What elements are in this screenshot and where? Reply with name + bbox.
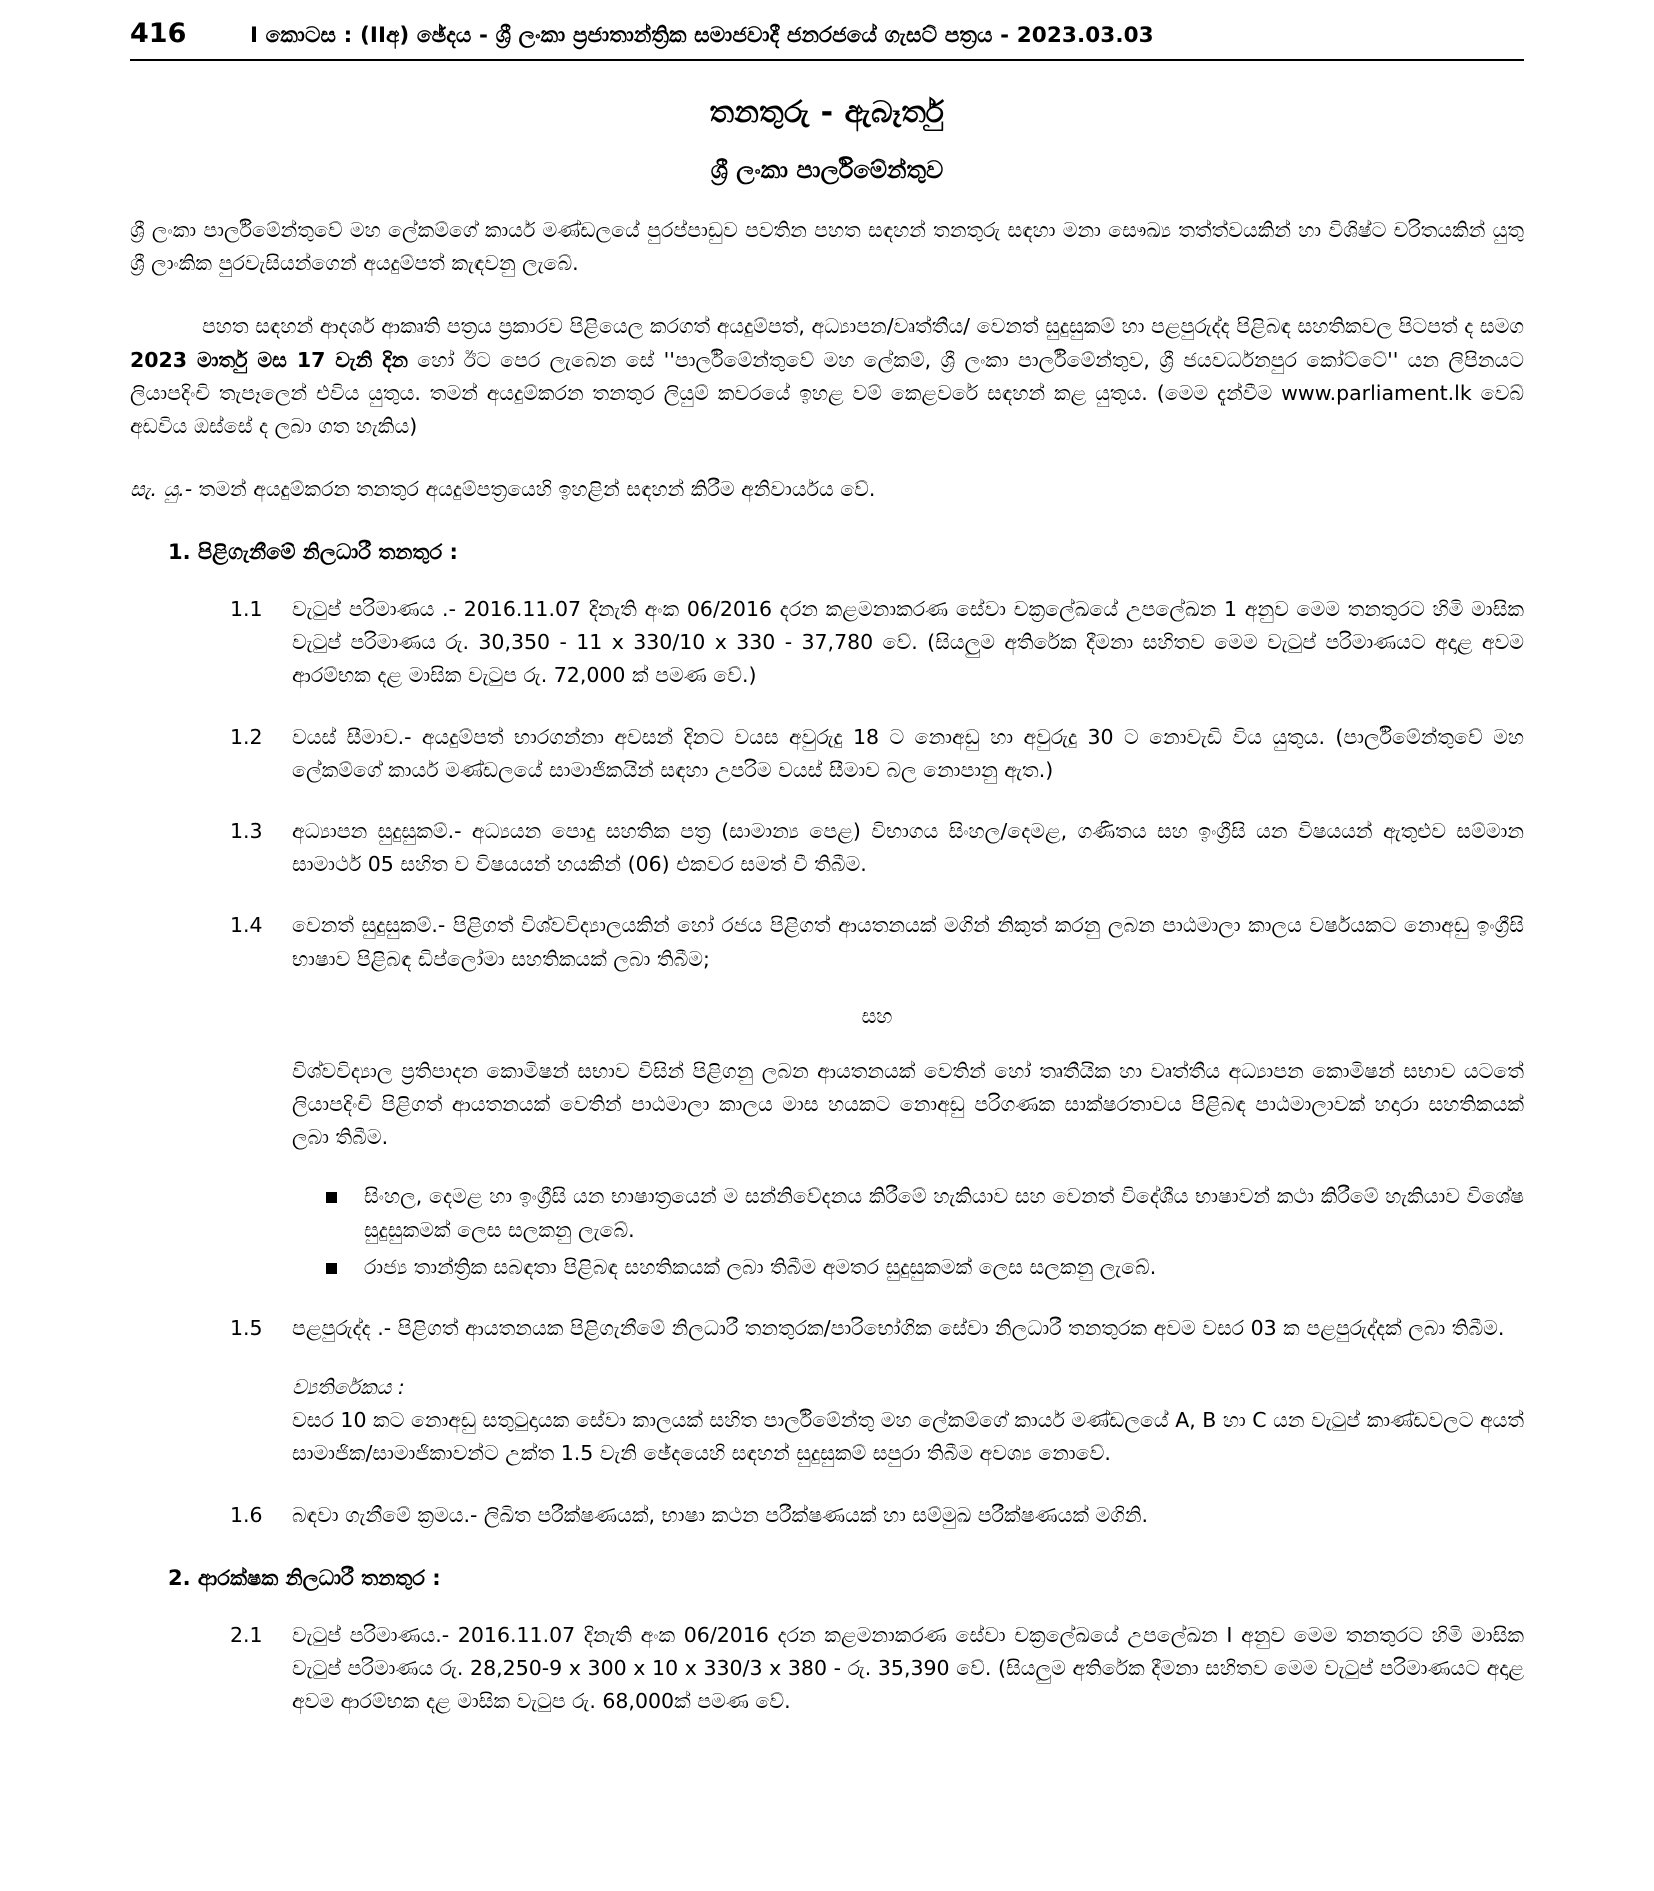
note-text: තමන් අයදුම්කරන තනතුර අයදුම්පත්‍රයෙහි ඉහළින් සඳහන් කිරීම අනිවාර්යය වේ.	[192, 477, 876, 502]
section-1	[130, 540, 1524, 1532]
page-title: තනතුරු - ඇබෑර්තු	[709, 95, 945, 130]
item-text: වෙනත් සුදුසුකම්.- පිළිගත් විශ්වවිද්‍යාලයකින් හෝ රජය පිළිගත් ආයතනයක් මගින් නිකුත් කරනු ලබන පාඨමාලා කාලය වර්ෂයකට නොඅඩු ඉංග්‍රීසි භාෂාව පිළිබඳ ඩිප්ලෝමා සහතිකයක් ලබා තිබීම;	[292, 913, 1524, 971]
item-1-5	[130, 1312, 1524, 1345]
item-number: 1.3	[230, 819, 263, 844]
qualification-bullets	[130, 1180, 1524, 1284]
page-header	[100, 18, 1554, 49]
item-text: පළපුරුද්ද .- පිළිගත් ආයතනයක පිළිගැනීමේ නිලධාරී තනතුරක/පාරිභෝගික සේවා නිලධාරී තනතුරක අවම වසර 03 ක පළපුරුද්දක් ලබා තිබීම.	[292, 1316, 1505, 1341]
item-number: 1.6	[230, 1502, 263, 1527]
section-2	[130, 1566, 1524, 1719]
intro-paragraph-2	[130, 310, 1524, 443]
exception-text: වසර 10 කට නොඅඩු සතුටුදායක සේවා කාලයක් සහිත පාර්ලිමේන්තු මහ ලේකම්ගේ කාර්ය මණ්ඩලයේ A, B හා C යන වැටුප් කාණ්ඩවලට අයත් සාමාජික/සාමාජිකාවන්ට උක්ත 1.5 වැනි ඡේදයෙහි සඳහන් සුදුසුකම් සපුරා තිබීම අවශ්‍ය නොවේ.	[292, 1408, 1524, 1466]
intro-2-part-a: පහත සඳහන් ආදර්ශ ආකෘති පත්‍රය ප්‍රකාරව පිළියෙල කරගත් අයදුම්පත්, අධ්‍යාපන/වෘත්තීය/ වෙනත් සුදුසුකම් හා පළපුරුද්ද පිළිබඳ සහතිකවල පිටපත් ද සමග	[202, 314, 1524, 339]
item-1-1	[130, 593, 1524, 693]
page-number: 416	[130, 18, 187, 49]
intro-2-part-b: හෝ ඊට පෙර ලැබෙන සේ ''පාර්ලිමේන්තුවේ මහ ලේකම්, ශ්‍රී ලංකා පාර්ලිමේන්තුව, ශ්‍රී ජයවර්ධනපුර කෝට්ටේ'' යන ලිපිනයට ලියාපදිංචි තැපෑලෙන් එවිය යුතුය. තමන් අයදුම්කරන තනතුර ලියුම් කවරයේ ඉහළ වම් කෙළවරේ සඳහන් කළ යුතුය. (මෙම දැන්වීම	[130, 347, 1524, 405]
item-text: අධ්‍යාපන සුදුසුකම්.- අධ්‍යයන පොදු සහතික පත්‍ර (සාමාන්‍ය පෙළ) විභාගය සිංහල/දෙමළ, ගණිතය සහ ඉංග්‍රීසි යන විෂයයන් ඇතුළුව සම්මාන සාමාර්ථ 05 සහිත ව විෂයයන් හයකින් (06) එකවර සමත් වී තිබීම.	[292, 819, 1524, 877]
item-1-3	[130, 815, 1524, 881]
item-text: වැටුප් පරිමාණය.- 2016.11.07 දිනැති අංක 06/2016 දරන කළමනාකරණ සේවා චක්‍රලේඛයේ උපලේඛන I අනුව මෙම තනතුරට හිමි මාසික වැටුප් පරිමාණය රු. 28,250-9 x 300 x 10 x 330/3 x 380 - රු. 35,390 වේ. (සියලුම අතිරේක දීමනා සහිතව මෙම වැටුප් පරිමාණයට අදාළ අවම ආරම්භක දළ මාසික වැටුප රු. 68,000ක් පමණ වේ.	[292, 1622, 1524, 1714]
deadline-date: 2023 මාර්තු මස 17 වැනි දින	[130, 347, 409, 372]
list-item: සිංහල, දෙමළ හා ඉංග්‍රීසි යන භාෂාත්‍රයෙන් ම සන්නිවේදනය කිරීමේ හැකියාව සහ වෙනත් විදේශීය භාෂාවන් කථා කිරීමේ හැකියාව විශේෂ සුදුසුකමක් ලෙස සලකනු ලැබේ.	[326, 1180, 1524, 1246]
item-number: 1.5	[230, 1316, 263, 1341]
note-line	[130, 473, 1524, 506]
document-body	[100, 214, 1554, 1718]
item-text: බඳවා ගැනීමේ ක්‍රමය.- ලිඛිත පරීක්ෂණයක්, භාෂා කථන පරීක්ෂණයක් හා සම්මුඛ පරීක්ෂණයක් මගිනි.	[292, 1502, 1149, 1527]
page-subtitle: ශ්‍රී ලංකා පාර්ලිමේන්තුව	[710, 156, 944, 184]
item-1-4	[130, 909, 1524, 975]
section-1-heading: 1. පිළිගැනීමේ නිලධාරී තනතුර :	[168, 540, 458, 565]
item-text: වැටුප් පරිමාණය .- 2016.11.07 දිනැති අංක 06/2016 දරන කළමනාකරණ සේවා චක්‍රලේඛයේ උපලේඛන 1 අනුව මෙම තනතුරට හිමි මාසික වැටුප් පරිමාණය රු. 30,350 - 11 x 330/10 x 330 - 37,780 වේ. (සියලුම අතිරේක දීමනා සහිතව මෙම වැටුප් පරිමාණයට අදාළ අවම ආරම්භක දළ මාසික වැටුප රු. 72,000 ක් පමණ වේ.)	[292, 597, 1524, 688]
item-number: 1.2	[230, 724, 263, 749]
intro-2-part-c: වෙබ් අඩවිය ඔස්සේ ද ලබා ගත හැකිය)	[130, 380, 1524, 439]
section-2-heading: 2. ආරක්ෂක නිලධාරී තනතුර :	[168, 1565, 441, 1590]
list-item: රාජ්‍ය තාන්ත්‍රික සබඳතා පිළිබඳ සහතිකයක් ලබා තිබීම අමතර සුදුසුකමක් ලෙස සලකනු ලැබේ.	[326, 1251, 1524, 1284]
exception-title: ව්‍යතිරේකය :	[292, 1375, 405, 1400]
header-title-line: I කොටස : (IIඅ) ඡේදය - ශ්‍රී ලංකා ප්‍රජාතාන්ත්‍රික සමාජවාදී ජනරජයේ ගැසට් පත්‍රය - 2023.03.03	[250, 23, 1154, 48]
item-2-1	[130, 1619, 1524, 1719]
item-1-2	[130, 721, 1524, 787]
item-number: 1.4	[230, 913, 263, 938]
item-number: 1.1	[230, 597, 263, 622]
conjunction-label: සහ	[861, 1003, 893, 1028]
item-1-6	[130, 1499, 1524, 1532]
website-url: www.parliament.lk	[1281, 380, 1472, 405]
note-label: සැ. යු.-	[130, 477, 193, 502]
header-divider	[130, 59, 1524, 61]
item-text: වයස් සීමාව.- අයදුම්පත් භාරගන්නා අවසන් දිනට වයස අවුරුදු 18 ට නොඅඩු හා අවුරුදු 30 ට නොවැඩි විය යුතුය. (පාර්ලිමේන්තුවේ මහ ලේකම්ගේ කාර්ය මණ්ඩලයේ සාමාජිකයින් සඳහා උපරිම වයස් සීමාව බල නොපානු ඇත.)	[292, 724, 1524, 782]
item-1-4-continued: විශ්වවිද්‍යාල ප්‍රතිපාදන කොමිෂන් සභාව විසින් පිළිගනු ලබන ආයතනයක් වෙතින් හෝ තෘතීයික හා වෘත්තීය අධ්‍යාපන කොමිෂන් සභාව යටතේ ලියාපදිංචි පිළිගත් ආයතනයක් වෙතින් පාඨමාලා කාලය මාස හයකට නොඅඩු පරිගණක සාක්ෂරතාවය පිළිබඳ පාඨමාලාවක් හදාරා සහතිකයක් ලබා තිබීම.	[292, 1058, 1524, 1150]
exception-block	[130, 1375, 1524, 1470]
intro-paragraph-1: ශ්‍රී ලංකා පාර්ලිමේන්තුවේ මහ ලේකම්ගේ කාර්ය මණ්ඩලයේ පුරප්පාඩුව පවතින පහත සඳහන් තනතුරු සඳහා මනා සෞඛ්‍ය තත්ත්වයකින් හා විශිෂ්ට චරිතයකින් යුතු ශ්‍රී ලාංකික පුරවැසියන්ගෙන් අයදුම්පත් කැඳවනු ලැබේ.	[130, 218, 1524, 276]
item-number: 2.1	[230, 1622, 263, 1647]
